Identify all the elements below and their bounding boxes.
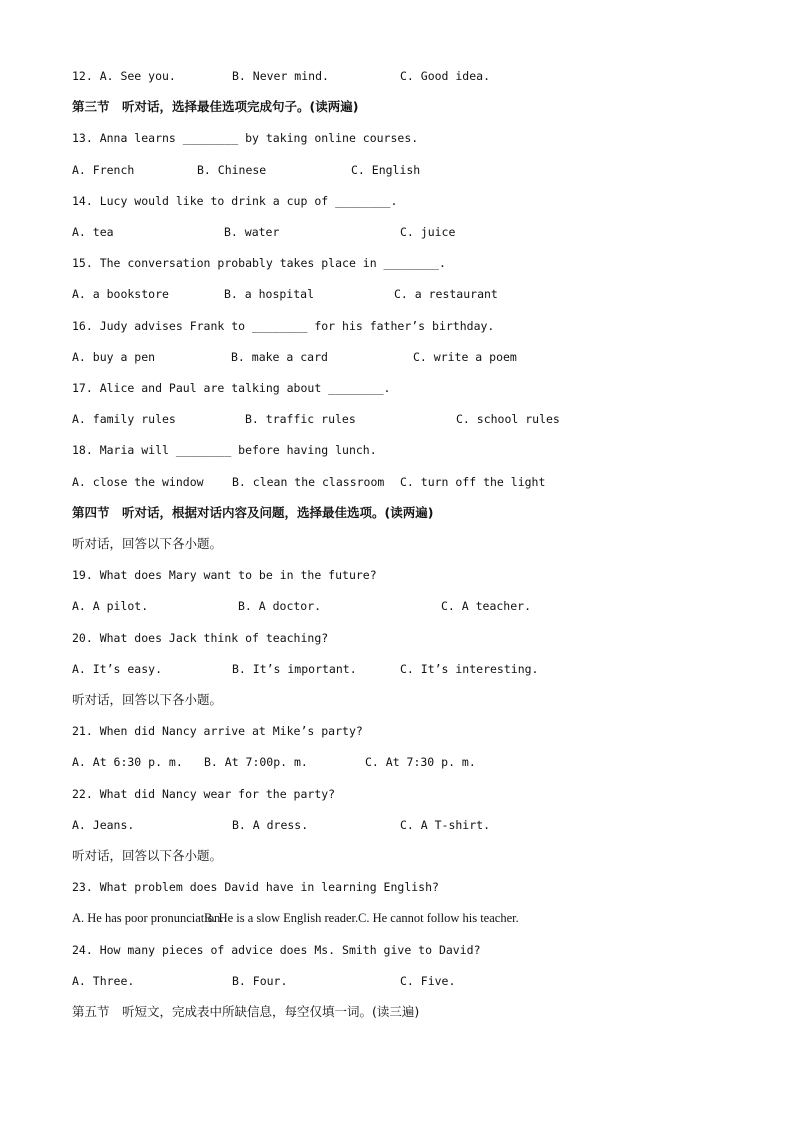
instruction-text: 听对话，回答以下各小题。 (72, 536, 223, 551)
answer-option: B. traffic rules (245, 412, 356, 427)
answer-option: C. A T-shirt. (400, 817, 491, 832)
question-text: 19. What does Mary want to be in the future? (72, 568, 377, 583)
question-text: 13. Anna learns ________ by taking online courses. (72, 131, 419, 146)
answer-option: C. turn off the light (400, 474, 546, 489)
answer-option: B. Four. (232, 973, 288, 988)
answer-option: B. make a card (231, 349, 328, 364)
answer-option: A. A pilot. (72, 599, 149, 614)
question-text: 24. How many pieces of advice does Ms. Smith give to David? (72, 942, 481, 957)
answer-option: A. At 6:30 p. m. (72, 755, 183, 770)
question-text: 22. What did Nancy wear for the party? (72, 786, 336, 801)
answer-option: C. juice (400, 225, 456, 239)
question-text: 15. The conversation probably takes place in ________. (72, 256, 446, 271)
answer-option: A. He has poor pronunciation. (72, 911, 224, 926)
answer-option: B. It’s important. (232, 661, 357, 676)
answer-option: A. Jeans. (72, 817, 135, 832)
answer-option: 12. A. See you. (72, 69, 176, 83)
section-heading: 第三节 听对话，选择最佳选项完成句子。(读两遍) (72, 99, 359, 115)
answer-option: B. Chinese (197, 162, 267, 177)
answer-option: C. write a poem (413, 349, 517, 364)
answer-option: B. He is a slow English reader. (204, 911, 359, 926)
question-text: 17. Alice and Paul are talking about ________. (72, 381, 391, 395)
question-text: 23. What problem does David have in learning English? (72, 880, 439, 895)
answer-option: C. He cannot follow his teacher. (358, 911, 519, 926)
question-text: 16. Judy advises Frank to ________ for his father’s birthday. (72, 318, 495, 333)
question-text: 20. What does Jack think of teaching? (72, 630, 329, 645)
answer-option: B. a hospital (224, 287, 315, 302)
answer-option: C. school rules (456, 412, 560, 427)
question-text: 18. Maria will ________ before having lunch. (72, 443, 377, 458)
answer-option: A. buy a pen (72, 349, 156, 364)
answer-option: A. It’s easy. (72, 661, 163, 676)
section-heading: 第四节 听对话，根据对话内容及问题，选择最佳选项。(读两遍) (72, 504, 434, 520)
answer-option: C. Five. (400, 973, 456, 988)
answer-option: C. A teacher. (441, 599, 532, 614)
instruction-text: 听对话，回答以下各小题。 (72, 692, 223, 707)
answer-option: B. At 7:00p. m. (204, 755, 308, 770)
answer-option: C. Good idea. (400, 69, 491, 83)
question-text: 14. Lucy would like to drink a cup of ________. (72, 193, 398, 208)
answer-option: B. A dress. (232, 817, 309, 832)
answer-option: C. At 7:30 p. m. (365, 755, 476, 770)
answer-option: A. family rules (72, 412, 176, 427)
answer-option: C. It’s interesting. (400, 661, 539, 676)
answer-option: A. Three. (72, 973, 135, 988)
answer-option: B. clean the classroom (232, 474, 385, 489)
instruction-text: 听对话，回答以下各小题。 (72, 848, 223, 863)
answer-option: A. French (72, 162, 135, 177)
answer-option: B. Never mind. (232, 69, 329, 83)
section-heading: 第五节 听短文，完成表中所缺信息，每空仅填一词。(读三遍) (72, 1004, 420, 1019)
answer-option: A. tea (72, 225, 114, 239)
answer-option: C. a restaurant (394, 287, 498, 302)
answer-option: A. a bookstore (72, 287, 169, 302)
answer-option: A. close the window (72, 474, 204, 489)
answer-option: B. water (224, 225, 280, 239)
answer-option: B. A doctor. (238, 599, 322, 614)
answer-option: C. English (351, 162, 421, 177)
question-text: 21. When did Nancy arrive at Mike’s party? (72, 724, 363, 739)
